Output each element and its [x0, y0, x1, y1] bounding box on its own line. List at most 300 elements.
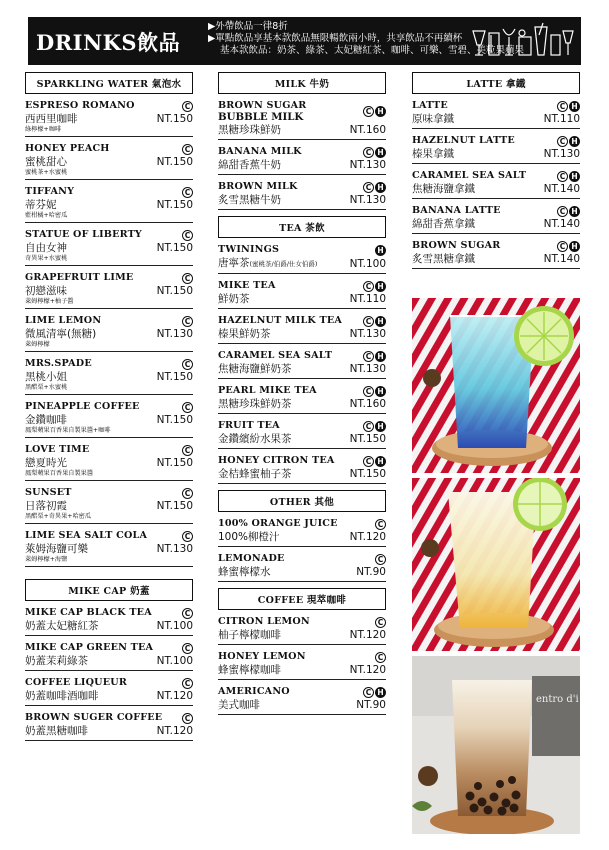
cold-icon: C [363, 182, 374, 193]
menu-item-lime-sea-salt-cola [25, 530, 193, 567]
item-name-en: MIKE TEA [218, 280, 276, 291]
item-name-zh [218, 663, 281, 677]
item-name-wrap [218, 420, 280, 432]
temperature-marks [182, 608, 193, 619]
hot-icon: H [569, 136, 580, 147]
cold-icon: C [375, 652, 386, 663]
section-title-coffee: COFFEE 現萃咖啡 [218, 588, 386, 610]
menu-item-detail [25, 689, 193, 703]
item-price: NT.120 [156, 725, 193, 737]
latte-list [412, 100, 580, 269]
menu-item-fruit-tea [218, 420, 386, 449]
item-price: NT.130 [349, 194, 386, 206]
menu-item-detail [218, 698, 386, 712]
item-name-zh-text: 炙雪黑糖牛奶 [218, 194, 281, 206]
peach-soda-icon [412, 478, 580, 651]
item-name-zh [218, 327, 271, 341]
item-name-zh-text: 蒂芬妮 [25, 199, 57, 211]
item-name-zh [218, 193, 281, 207]
menu-item-lime-lemon [25, 315, 193, 352]
cold-icon: C [182, 531, 193, 542]
item-price: NT.130 [543, 148, 580, 160]
item-name-en: LEMONADE [218, 553, 285, 564]
item-name-en: MIKE CAP BLACK TEA [25, 607, 152, 618]
item-name-zh-text: 微風清寧(無糖) [25, 328, 97, 340]
menu-item-detail [218, 123, 386, 137]
coffee-list [218, 616, 386, 715]
menu-item-citron-lemon [218, 616, 386, 645]
item-name-en: BANANA LATTE [412, 205, 501, 216]
item-name-wrap [218, 616, 310, 628]
item-name-zh [25, 284, 67, 298]
column-middle [218, 72, 386, 721]
item-name-en: STATUE OF LIBERTY [25, 229, 142, 240]
temperature-marks [375, 554, 386, 565]
item-name-wrap [25, 642, 153, 654]
hot-icon: H [569, 241, 580, 252]
menu-item-header [218, 280, 386, 292]
hot-icon: H [375, 687, 386, 698]
menu-item-twinings [218, 244, 386, 274]
menu-item-detail [218, 292, 386, 306]
item-name-zh-text: 焦糖海鹽鮮奶茶 [218, 363, 292, 375]
item-price: NT.100 [349, 257, 386, 270]
menu-item-detail [218, 397, 386, 411]
menu-item-header [218, 146, 386, 158]
menu-item-detail [412, 217, 580, 231]
hot-icon: H [569, 206, 580, 217]
temperature-marks [182, 402, 193, 413]
menu-item-header [218, 616, 386, 628]
menu-item-grapefruit-lime [25, 272, 193, 309]
menu-item-detail [218, 565, 386, 579]
item-name-en: BROWN MILK [218, 181, 298, 192]
section-title-mikecap: MIKE CAP 奶蓋 [25, 579, 193, 601]
temperature-marks [363, 351, 386, 362]
menu-item-header [412, 240, 580, 252]
item-name-zh [25, 413, 67, 427]
menu-item-latte [412, 100, 580, 129]
menu-item-honey-citron-tea [218, 455, 386, 484]
item-name-zh-text: 金桔蜂蜜柚子茶 [218, 468, 292, 480]
menu-item-detail [218, 530, 386, 544]
item-name-en: ESPRESO ROMANO [25, 100, 135, 111]
item-name-zh-text: 奶蓋咖啡酒咖啡 [25, 690, 99, 702]
item-name-zh [25, 327, 96, 341]
item-name-zh [25, 499, 67, 513]
menu-item-hazelnut-milk-tea [218, 315, 386, 344]
item-price: NT.150 [349, 468, 386, 480]
item-ingredients: 奇異果+水蜜桃 [25, 255, 68, 262]
menu-item-hazelnut-latte [412, 135, 580, 164]
menu-item-espreso-romano [25, 100, 193, 137]
cold-icon: C [182, 488, 193, 499]
menu-item-detail [412, 147, 580, 161]
menu-item-detail [25, 456, 193, 470]
menu-item-pineapple-coffee [25, 401, 193, 438]
item-name-zh-text: 綿甜香蕉拿鐵 [412, 218, 475, 230]
item-name-wrap [412, 170, 526, 182]
item-name-wrap [25, 272, 133, 284]
item-name-en: LOVE TIME [25, 444, 90, 455]
item-name-wrap [412, 100, 448, 112]
cold-icon: C [182, 273, 193, 284]
item-name-wrap [25, 143, 110, 155]
hot-icon: H [375, 351, 386, 362]
temperature-marks [182, 144, 193, 155]
menu-item-detail [25, 499, 193, 513]
item-name-zh-text: 黑桃小姐 [25, 371, 67, 383]
item-name-zh-text: 美式咖啡 [218, 699, 260, 711]
item-name-zh [25, 155, 67, 169]
item-name-en: LIME SEA SALT COLA [25, 530, 148, 541]
item-name-zh-text: 黑糖珍珠鮮奶茶 [218, 398, 292, 410]
menu-item-brown-milk [218, 181, 386, 210]
item-ingredients: 黑醋栗+奇異果+哈密瓜 [25, 513, 92, 520]
temperature-marks [363, 281, 386, 292]
item-name-zh-text: 100%柳橙汁 [218, 531, 280, 543]
item-name-wrap [218, 553, 284, 565]
item-price: NT.90 [356, 699, 386, 711]
menu-item-detail [25, 370, 193, 384]
temperature-marks [182, 359, 193, 370]
menu-item-header [25, 607, 193, 619]
item-variants: (蜜桃茶/伯爵/仕女伯爵) [249, 260, 318, 268]
item-name-zh-text: 綿甜香蕉牛奶 [218, 159, 281, 171]
menu-item-header [412, 170, 580, 182]
temperature-marks [363, 147, 386, 158]
item-name-zh-text: 鮮奶茶 [218, 293, 250, 305]
item-price: NT.140 [543, 253, 580, 265]
menu-item-header [25, 100, 193, 112]
item-name-en: COFFEE LIQUEUR [25, 677, 127, 688]
cold-icon: C [363, 351, 374, 362]
item-ingredients: 萊姆檸檬+海鹽 [25, 556, 68, 563]
temperature-marks [182, 488, 193, 499]
item-price: NT.150 [156, 371, 193, 383]
menu-item-detail [218, 256, 386, 271]
menu-item-honey-peach [25, 143, 193, 180]
menu-item-detail [218, 663, 386, 677]
item-price: NT.150 [156, 156, 193, 168]
cold-icon: C [375, 519, 386, 530]
item-price: NT.90 [356, 566, 386, 578]
menu-item-header [218, 518, 386, 530]
item-name-wrap [218, 315, 342, 327]
glasses-illustration-icon [469, 21, 575, 61]
item-name-zh [25, 370, 67, 384]
menu-item-pearl-mike-tea [218, 385, 386, 414]
menu-item-detail [25, 327, 193, 341]
temperature-marks [557, 101, 580, 112]
item-price: NT.150 [156, 285, 193, 297]
item-name-wrap [25, 607, 152, 619]
cold-icon: C [557, 241, 568, 252]
item-name-en: LIME LEMON [25, 315, 102, 326]
menu-item-detail [25, 413, 193, 427]
cold-icon: C [182, 713, 193, 724]
item-name-wrap [25, 186, 74, 198]
item-name-zh-text: 黑糖珍珠鮮奶 [218, 124, 281, 136]
menu-item-header [25, 642, 193, 654]
cold-icon: C [182, 316, 193, 327]
cold-icon: C [375, 554, 386, 565]
item-name-wrap [25, 229, 142, 241]
item-name-en: BROWN SUGAR [412, 240, 501, 251]
menu-item-banana-latte [412, 205, 580, 234]
temperature-marks [182, 678, 193, 689]
header-note-3: 基本款飲品：奶茶、綠茶、太妃糖紅茶、咖啡、可樂、雪碧、美粒果蘋果 [220, 45, 525, 56]
item-name-zh-text: 奶蓋黑糖咖啡 [25, 725, 88, 737]
menu-item-love-time [25, 444, 193, 481]
item-name-en: SUNSET [25, 487, 72, 498]
item-price: NT.130 [349, 328, 386, 340]
item-name-zh [25, 689, 99, 703]
menu-item-detail [218, 467, 386, 481]
menu-item-header [218, 455, 386, 467]
column-right [412, 72, 580, 275]
item-name-zh-text: 自由女神 [25, 242, 67, 254]
item-name-en: LATTE [412, 100, 448, 111]
menu-item-coffee-liqueur [25, 677, 193, 706]
item-name-zh [218, 256, 317, 271]
item-name-wrap [412, 205, 501, 217]
item-ingredients: 蜜桃茶+水蜜桃 [25, 169, 68, 176]
item-price: NT.100 [156, 620, 193, 632]
cold-icon: C [375, 617, 386, 628]
cold-icon: C [557, 206, 568, 217]
hot-icon: H [375, 386, 386, 397]
item-name-en: FRUIT TEA [218, 420, 280, 431]
temperature-marks [182, 713, 193, 724]
item-name-wrap [25, 315, 101, 327]
item-name-wrap [412, 240, 500, 252]
item-price: NT.150 [349, 433, 386, 445]
item-name-zh-text: 奶蓋太妃糖紅茶 [25, 620, 99, 632]
menu-item-detail [412, 252, 580, 266]
menu-item-header [218, 686, 386, 698]
section-title-latte: LATTE 拿鐵 [412, 72, 580, 94]
menu-item-brown-sugar [218, 100, 386, 140]
menu-item-detail [218, 432, 386, 446]
cold-icon: C [182, 187, 193, 198]
menu-item-mike-tea [218, 280, 386, 309]
tea-list [218, 244, 386, 484]
item-name-en: HONEY CITRON TEA [218, 455, 335, 466]
cold-icon: C [363, 456, 374, 467]
hot-icon: H [375, 456, 386, 467]
item-name-wrap [218, 244, 279, 256]
hot-icon: H [375, 281, 386, 292]
hot-icon: H [375, 421, 386, 432]
item-name-zh [218, 123, 281, 137]
temperature-marks [363, 386, 386, 397]
menu-item-header [25, 444, 193, 456]
menu-item-header [25, 487, 193, 499]
item-name-wrap [218, 146, 302, 158]
item-name-zh [218, 432, 292, 446]
temperature-marks [182, 531, 193, 542]
item-name-zh [412, 147, 454, 161]
cold-icon: C [182, 101, 193, 112]
cold-icon: C [363, 316, 374, 327]
cold-icon: C [182, 608, 193, 619]
other-list [218, 518, 386, 582]
item-price: NT.160 [349, 124, 386, 136]
menu-item-detail [25, 241, 193, 255]
item-price: NT.130 [156, 543, 193, 555]
item-name-wrap [218, 100, 306, 123]
temperature-marks [182, 643, 193, 654]
item-name-en: CITRON LEMON [218, 616, 310, 627]
menu-item-header [25, 315, 193, 327]
menu-item-detail [25, 654, 193, 668]
menu-item-mrs-spade [25, 358, 193, 395]
menu-item-header [25, 229, 193, 241]
cold-icon: C [557, 136, 568, 147]
item-name-zh [25, 724, 88, 738]
item-name-zh [218, 698, 260, 712]
item-price: NT.120 [349, 531, 386, 543]
item-name-wrap [25, 444, 89, 456]
item-name-en: GRAPEFRUIT LIME [25, 272, 134, 283]
item-name-en: HAZELNUT LATTE [412, 135, 515, 146]
item-name-zh-text: 榛果鮮奶茶 [218, 328, 271, 340]
item-name-wrap [218, 518, 338, 530]
item-name-en: 100% ORANGE JUICE [218, 518, 338, 529]
item-ingredients: 鳳梨蘋果百香果自製果醬+咖啡 [25, 427, 111, 434]
item-name-zh-text: 原味拿鐵 [412, 113, 454, 125]
temperature-marks [363, 316, 386, 327]
menu-item-americano [218, 686, 386, 715]
item-price: NT.130 [156, 328, 193, 340]
hot-icon: H [569, 101, 580, 112]
item-price: NT.100 [156, 655, 193, 667]
item-name-zh-text: 蜂蜜檸檬水 [218, 566, 271, 578]
item-name-zh [218, 565, 271, 579]
item-name-zh [218, 362, 292, 376]
menu-item-lemonade [218, 553, 386, 582]
item-name-zh-text: 唐寧茶 [218, 257, 250, 269]
menu-item-detail [218, 193, 386, 207]
menu-title: DRINKS飲品 [36, 30, 181, 55]
section-title-sparkling: SPARKLING WATER 氣泡水 [25, 72, 193, 94]
item-price: NT.150 [156, 199, 193, 211]
menu-item-header [25, 712, 193, 724]
menu-item-detail [218, 628, 386, 642]
item-price: NT.120 [156, 690, 193, 702]
menu-item-detail [25, 542, 193, 556]
item-name-wrap [218, 686, 290, 698]
item-name-en: CARAMEL SEA SALT [218, 350, 333, 361]
cold-icon: C [557, 101, 568, 112]
menu-item-header [25, 272, 193, 284]
hot-icon: H [375, 182, 386, 193]
item-name-wrap [218, 350, 332, 362]
item-name-zh-text: 日落初霞 [25, 500, 67, 512]
menu-item-detail [25, 724, 193, 738]
item-name-wrap [25, 100, 135, 112]
temperature-marks [557, 136, 580, 147]
menu-item-caramel-sea-salt [412, 170, 580, 199]
temperature-marks [557, 241, 580, 252]
menu-item-header [25, 358, 193, 370]
cold-icon: C [363, 421, 374, 432]
menu-item-header [218, 651, 386, 663]
menu-item-header [218, 181, 386, 193]
item-price: NT.140 [543, 218, 580, 230]
temperature-marks [363, 687, 386, 698]
menu-item-header [412, 135, 580, 147]
item-price: NT.140 [543, 183, 580, 195]
item-name-zh-text: 炙雪黑糖拿鐵 [412, 253, 475, 265]
menu-item-detail [25, 198, 193, 212]
item-name-en: AMERICANO [218, 686, 290, 697]
item-name-zh-text: 初戀滋味 [25, 285, 67, 297]
menu-header [28, 17, 581, 65]
item-name-zh-text: 榛果拿鐵 [412, 148, 454, 160]
item-name-wrap [25, 530, 147, 542]
item-name-zh [218, 158, 281, 172]
item-price: NT.110 [349, 293, 386, 305]
item-name-wrap [25, 401, 140, 413]
item-price: NT.150 [156, 457, 193, 469]
item-name-wrap [218, 280, 276, 292]
item-name-en: PINEAPPLE COFFEE [25, 401, 140, 412]
item-name-zh [25, 112, 78, 126]
item-name-zh-text: 金鑽繽紛水果茶 [218, 433, 292, 445]
item-name-zh [412, 182, 475, 196]
mikecap-list [25, 607, 193, 741]
item-name-zh [412, 217, 475, 231]
hot-icon: H [375, 106, 386, 117]
item-name-en: MRS.SPADE [25, 358, 92, 369]
item-name-wrap [412, 135, 515, 147]
menu-item-statue-of-liberty [25, 229, 193, 266]
item-ingredients: 萊姆檸檬+柚子醬 [25, 298, 74, 305]
hot-icon: H [375, 316, 386, 327]
item-name-zh [218, 467, 292, 481]
cold-icon: C [182, 643, 193, 654]
item-name-zh [412, 252, 475, 266]
cold-icon: C [182, 445, 193, 456]
item-name-en: BANANA MILK [218, 146, 302, 157]
item-name-zh [412, 112, 454, 126]
item-price: NT.120 [349, 664, 386, 676]
menu-item-detail [218, 327, 386, 341]
temperature-marks [363, 421, 386, 432]
item-name-en: HONEY PEACH [25, 143, 110, 154]
item-name-en: BROWN SUGER COFFEE [25, 712, 163, 723]
item-name-en: HAZELNUT MILK TEA [218, 315, 343, 326]
cold-icon: C [557, 171, 568, 182]
cold-icon: C [363, 687, 374, 698]
item-name-zh [25, 619, 99, 633]
section-title-milk: MILK 牛奶 [218, 72, 386, 94]
item-price: NT.150 [156, 113, 193, 125]
item-name-en: MIKE CAP GREEN TEA [25, 642, 154, 653]
menu-item-header [412, 100, 580, 112]
menu-item-header [218, 315, 386, 327]
item-name-wrap [25, 487, 72, 499]
temperature-marks [375, 617, 386, 628]
cold-icon: C [182, 359, 193, 370]
item-price: NT.130 [349, 159, 386, 171]
item-name-zh-text: 戀夏時光 [25, 457, 67, 469]
temperature-marks [182, 101, 193, 112]
peach-soda-photo [412, 478, 580, 651]
item-name-zh-text: 柚子檸檬咖啡 [218, 629, 281, 641]
